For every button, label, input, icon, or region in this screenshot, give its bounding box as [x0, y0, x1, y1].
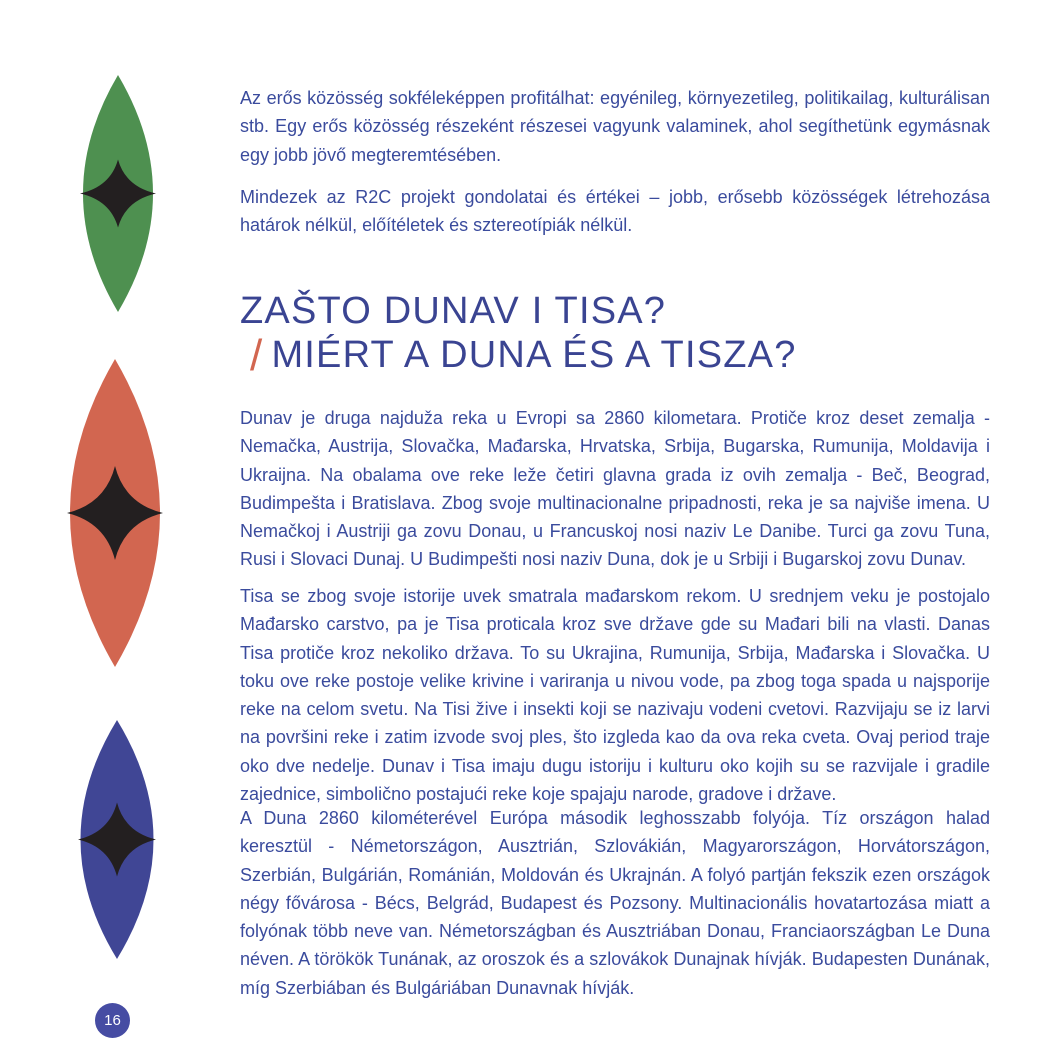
section-heading — [240, 289, 990, 378]
heading-line-2-text: MIÉRT A DUNA ÉS A TISZA? — [271, 334, 797, 376]
body-paragraph-tisa-sr: Tisa se zbog svoje istorije uvek smatrala mađarskom rekom. U srednjem veku je postojalo Mađarsko carstvo, pa je Tisa proticala kroz sve države gde su Mađari bili na vlasti. Danas Tisa protiče kroz nekoliko država. To su Ukrajina, Rumunija, Srbija, Mađarska i Slovačka. U toku ove reke postoje velike krivine i variranja u nivou vode, pa zbog toga spada u najsporije reke na celom svetu. Na Tisi žive i insekti koji se nazivaju vodeni cvetovi. Razvijaju se iz larvi na površini reke i zatim izvode svoj ples, što izgleda kao da ova reka cveta. Ovaj period traje oko dve nedelje. Dunav i Tisa imaju dugu istoriju i kulturu oko kojih su se razvijale i gradile zajednice, simbolično postajući reke koje spajaju narode, gradove i države. — [240, 586, 990, 805]
page-number: 16 — [104, 1012, 121, 1029]
red-leaf-decoration — [66, 358, 164, 668]
heading-line-2 — [240, 333, 990, 378]
intro-paragraph-2: Mindezek az R2C projekt gondolatai és értékei – jobb, erősebb közösségek létrehozása határok nélkül, előítéletek és sztereotípiák nélkül. — [240, 187, 990, 236]
heading-line-1: ZAŠTO DUNAV I TISA? — [240, 290, 667, 332]
body-paragraph-danube-hu: A Duna 2860 kilométerével Európa második leghosszabb folyója. Tíz országon halad keresztül - Németországon, Ausztrián, Szlovákián, Magyarországon, Horvátországon, Szerbián, Bulgárián, Románián, Moldován és Ukrajnán. A folyó partján fekszik ezen országok négy fővárosa - Bécs, Belgrád, Budapest és Pozsony. Multinacionális hovatartozása miatt a folyónak több neve van. Németországban és Ausztriában Donau, Franciaországban Le Duna néven. A törökök Tunának, az oroszok és a szlovákok Dunajnak hívják. Budapesten Dunának, míg Szerbiában és Bulgáriában Dunavnak hívják. — [240, 808, 990, 998]
page-number-badge — [95, 1003, 130, 1038]
heading-slash: / — [250, 331, 264, 380]
green-leaf-decoration — [78, 74, 158, 313]
blue-leaf-decoration — [77, 719, 157, 960]
intro-paragraph-1: Az erős közösség sokféleképpen profitálhat: egyénileg, környezetileg, politikailag, kulturálisan stb. Egy erős közösség részeként részesei vagyunk valaminek, ahol segíthetünk egymásnak egy jobb jövő megteremtésében. — [240, 88, 990, 165]
text-column — [240, 0, 990, 1063]
body-paragraph-danube-sr: Dunav je druga najduža reka u Evropi sa 2860 kilometara. Protiče kroz deset zemalja - Nemačka, Austrija, Slovačka, Mađarska, Hrvatska, Srbija, Bugarska, Rumunija, Moldavija i Ukraijna. Na obalama ove reke leže četiri glavna grada iz ovih zemalja - Beč, Beograd, Budimpešta i Bratislava. Zbog svoje multinacionalne pripadnosti, reka je sa najviše imena. U Nemačkoj i Austriji ga zovu Donau, u Francuskoj nosi naziv Le Danibe. Turci ga zovu Tuna, Rusi i Slovaci Dunaj. U Budimpešti nosi naziv Duna, dok je u Srbiji i Bugarskoj zovu Dunav. — [240, 408, 990, 570]
